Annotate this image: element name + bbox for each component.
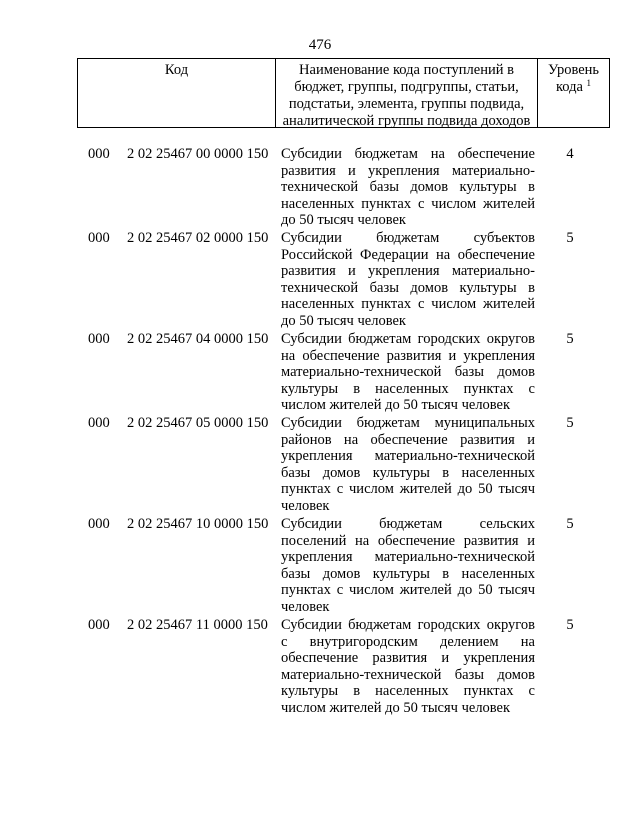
revenue-name: Субсидии бюджетам городских округов с внутригородским делением на обеспечение развития и укрепления материально-технической базы домов культуры в населенных пунктах с числом жителей до 50 тысяч человек: [281, 617, 535, 716]
revenue-code: 2 02 25467 05 0000 150: [127, 415, 269, 431]
header-name: Наименование кода поступлений в бюджет, группы, подгруппы, статьи, подстатьи, элемента, группы подвида, аналитической группы подвида доходов: [276, 59, 538, 127]
revenue-code: 2 02 25467 02 0000 150: [127, 230, 269, 246]
header-code: Код: [78, 59, 276, 127]
page-number: 476: [308, 37, 332, 53]
revenue-code: 2 02 25467 00 0000 150: [127, 146, 269, 162]
admin-code: 000: [88, 146, 110, 162]
code-level: 4: [566, 146, 574, 162]
code-level: 5: [566, 331, 574, 347]
code-level: 5: [566, 516, 574, 532]
admin-code: 000: [88, 230, 110, 246]
admin-code: 000: [88, 415, 110, 431]
revenue-name: Субсидии бюджетам субъектов Российской Федерации на обеспечение развития и укрепления материально-технической базы домов культуры в населенных пунктах с числом жителей до 50 тысяч человек: [281, 230, 535, 329]
footnote-marker: 1: [586, 78, 592, 88]
admin-code: 000: [88, 331, 110, 347]
revenue-code: 2 02 25467 11 0000 150: [127, 617, 268, 633]
code-level: 5: [566, 415, 574, 431]
header-level-label: Уровень кода: [547, 62, 600, 95]
admin-code: 000: [88, 516, 110, 532]
revenue-name: Субсидии бюджетам городских округов на обеспечение развития и укрепления материально-технической базы домов культуры в населенных пунктах с числом жителей до 50 тысяч человек: [281, 331, 535, 413]
revenue-name: Субсидии бюджетам на обеспечение развития и укрепления материально-технической базы домов культуры в населенных пунктах с числом жителей до 50 тысяч человек: [281, 146, 535, 228]
code-level: 5: [566, 617, 574, 633]
code-level: 5: [566, 230, 574, 246]
admin-code: 000: [88, 617, 110, 633]
revenue-code: 2 02 25467 04 0000 150: [127, 331, 269, 347]
revenue-name: Субсидии бюджетам муниципальных районов на обеспечение развития и укрепления материально-технической базы домов культуры в населенных пунктах с числом жителей до 50 тысяч человек: [281, 415, 535, 514]
header-level: [538, 59, 609, 127]
table-header: [77, 58, 610, 128]
revenue-code: 2 02 25467 10 0000 150: [127, 516, 269, 532]
revenue-name: Субсидии бюджетам сельских поселений на обеспечение развития и укрепления материально-технической базы домов культуры в населенных пунктах с числом жителей до 50 тысяч человек: [281, 516, 535, 615]
